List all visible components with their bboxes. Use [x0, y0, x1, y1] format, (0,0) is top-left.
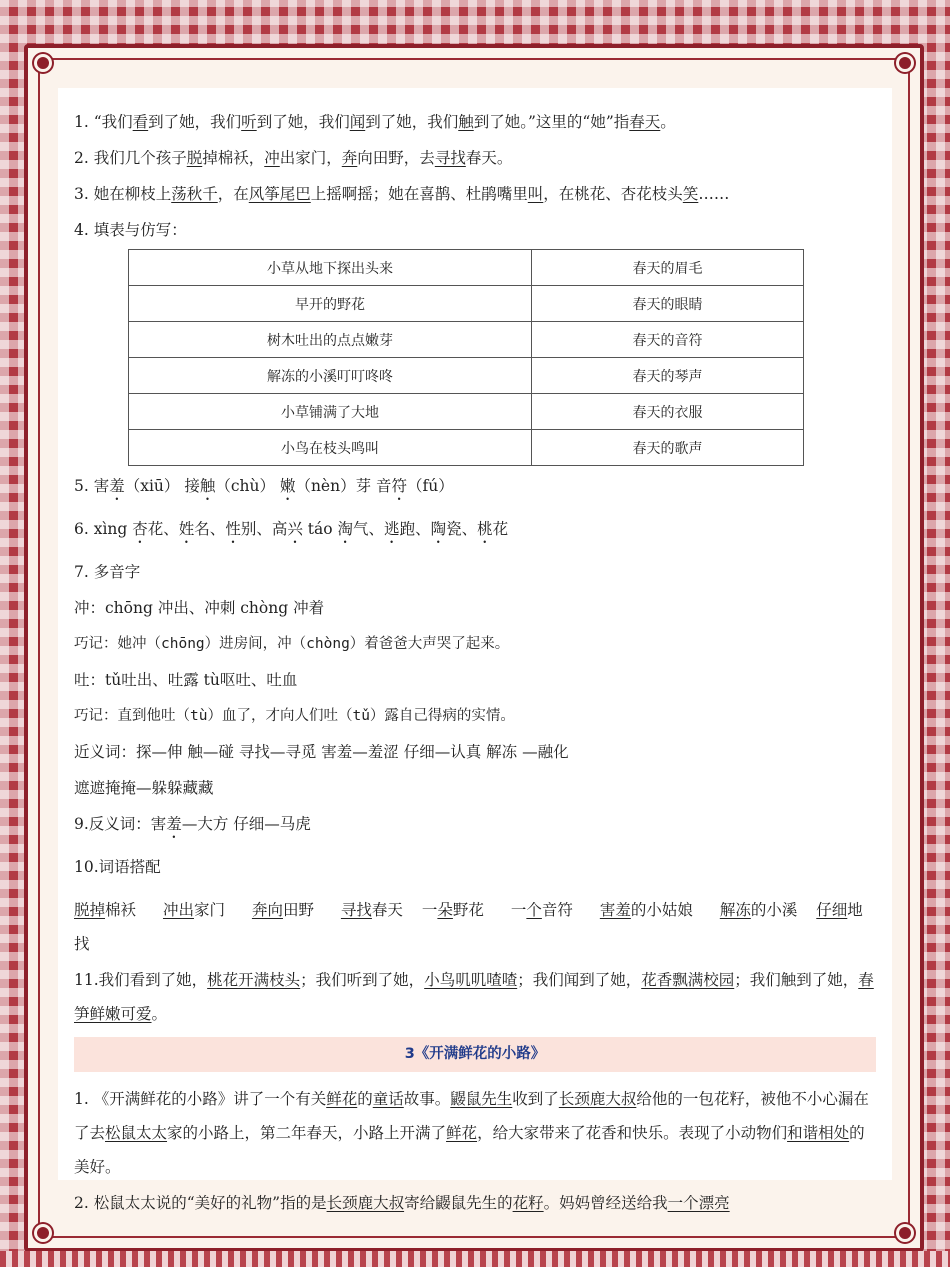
item-5: 5. 害羞（xiū） 接触（chù） 嫩（nèn）芽 音符（fú）	[74, 477, 454, 495]
lesson3-item-2: 2. 松鼠太太说的“美好的礼物”指的是长颈鹿大叔寄给鼹鼠先生的花籽。妈妈曾经送给我一个漂亮	[74, 1194, 730, 1212]
item-10: 10.词语搭配	[74, 858, 161, 876]
corner-dot-top-left	[34, 54, 52, 72]
table-cell: 小鸟在枝头鸣叫	[129, 430, 532, 466]
fill-table	[128, 249, 804, 466]
item-2: 2. 我们几个孩子脱掉棉袄，冲出家门，奔向田野，去寻找春天。	[74, 149, 513, 167]
corner-dot-top-right	[896, 54, 914, 72]
synonyms: 近义词：探—伸 触—碰 寻找—寻觅 害羞—羞涩 仔细—认真 解冻 —融化	[74, 743, 569, 761]
table-row	[129, 286, 804, 322]
table-cell: 春天的衣服	[532, 394, 804, 430]
polyphone-tu-tip: 巧记：直到他吐（tù）血了，才向人们吐（tǔ）露自己得病的实情。	[74, 708, 515, 724]
table-cell: 春天的眉毛	[532, 250, 804, 286]
item-4: 4. 填表与仿写：	[74, 221, 187, 239]
table-cell: 解冻的小溪叮叮咚咚	[129, 358, 532, 394]
table-row	[129, 358, 804, 394]
table-cell: 春天的音符	[532, 322, 804, 358]
table-row	[129, 430, 804, 466]
item-6: 6. xìng 杏花、姓名、性别、高兴 táo 淘气、逃跑、陶瓷、桃花	[74, 520, 509, 538]
table-cell: 小草铺满了大地	[129, 394, 532, 430]
table-cell: 春天的琴声	[532, 358, 804, 394]
worksheet-content	[74, 112, 876, 1222]
table-row	[129, 394, 804, 430]
table-cell: 春天的歌声	[532, 430, 804, 466]
item-11: 11.我们看到了她，桃花开满枝头；我们听到了她，小鸟叽叽喳喳；我们闻到了她，花香飘满校园；我们触到了她，春笋鲜嫩可爱。	[74, 971, 874, 1023]
word-pairs: 脱掉棉袄 冲出家门 奔向田野 寻找春天 一朵野花 一个音符 害羞的小姑娘 解冻的小溪 仔细地找	[74, 901, 863, 953]
polyphone-chong: 冲：chōng 冲出、冲刺 chòng 冲着	[74, 599, 325, 617]
section-title: 3《开满鲜花的小路》	[74, 1037, 876, 1072]
table-cell: 春天的眼睛	[532, 286, 804, 322]
table-row	[129, 322, 804, 358]
corner-dot-bottom-left	[34, 1224, 52, 1242]
corner-dot-bottom-right	[896, 1224, 914, 1242]
polyphone-tu: 吐：tǔ吐出、吐露 tù呕吐、吐血	[74, 671, 298, 689]
lesson3-item-1: 1. 《开满鲜花的小路》讲了一个有关鲜花的童话故事。鼹鼠先生收到了长颈鹿大叔给他的一包花籽，被他不小心漏在了去松鼠太太家的小路上，第二年春天，小路上开满了鲜花，给大家带来了花香和快乐。表现了小动物们和谐相处的美好。	[74, 1090, 869, 1176]
table-cell: 小草从地下探出头来	[129, 250, 532, 286]
bottom-pattern-strip	[0, 1251, 950, 1267]
polyphone-chong-tip: 巧记：她冲（chōng）进房间，冲（chòng）着爸爸大声哭了起来。	[74, 636, 510, 652]
table-cell: 早开的野花	[129, 286, 532, 322]
item-7: 7. 多音字	[74, 563, 141, 581]
table-row	[129, 250, 804, 286]
item-9-antonyms: 9.反义词：害羞—大方 仔细—马虎	[74, 815, 311, 833]
worksheet-page	[58, 88, 892, 1212]
item-1: 1. “我们看到了她，我们听到了她，我们闻到了她，我们触到了她。”这里的“她”指春天。	[74, 113, 676, 131]
table-cell: 树木吐出的点点嫩芽	[129, 322, 532, 358]
synonyms-continued: 遮遮掩掩—躲躲藏藏	[74, 779, 214, 797]
item-3: 3. 她在柳枝上荡秋千，在风筝尾巴上摇啊摇；她在喜鹊、杜鹃嘴里叫，在桃花、杏花枝头笑……	[74, 185, 730, 203]
